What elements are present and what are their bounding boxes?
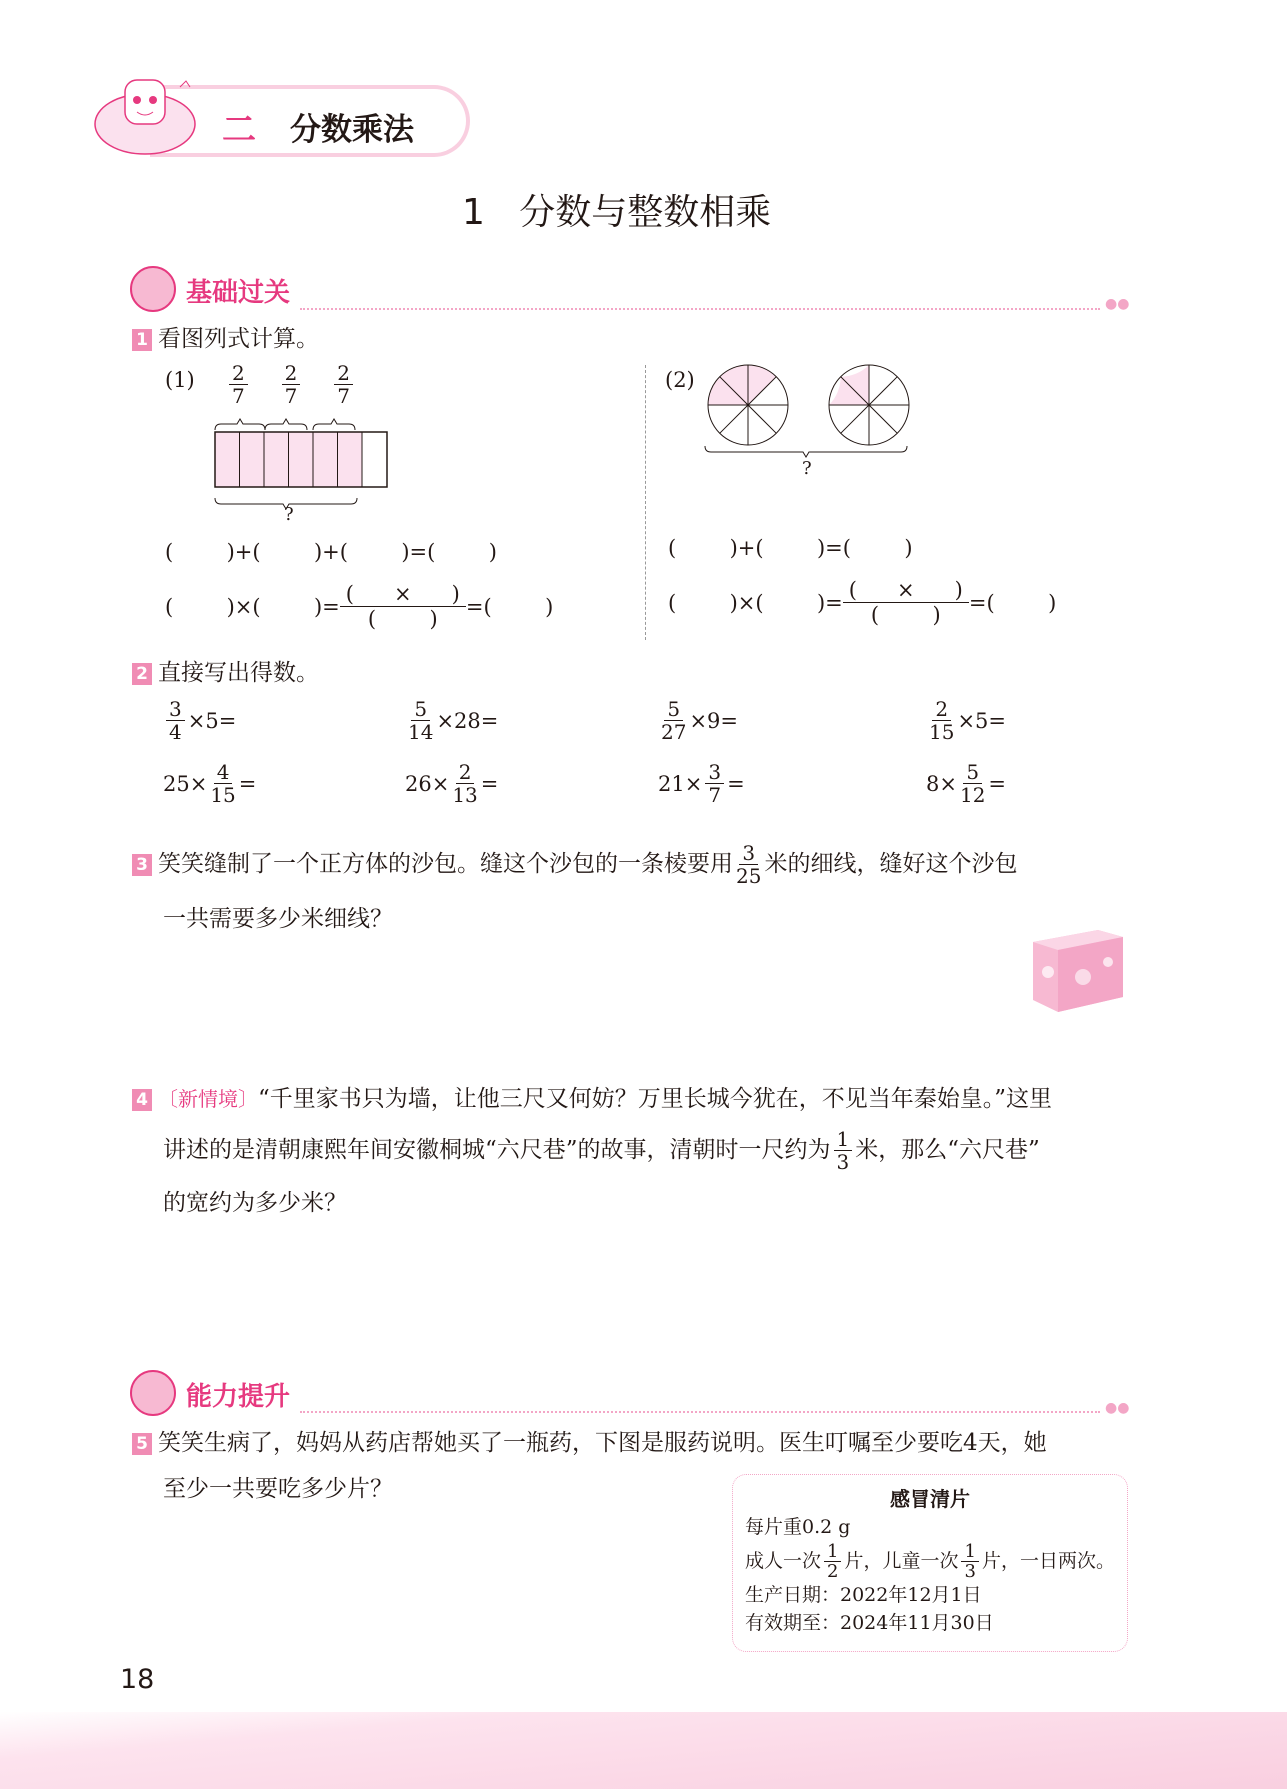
new-context-tag: 〔新情境〕: [158, 1087, 258, 1111]
bar-diagram: [210, 418, 400, 518]
fraction: $\frac{2}{7}$: [334, 362, 353, 407]
question-number: 1: [132, 329, 152, 351]
footer-band: [0, 1712, 1287, 1789]
question-2: [132, 662, 319, 685]
section-title-basic: 基础过关: [186, 278, 291, 308]
multiplication-equation-1: ( )×( )= ( × ) ( ) =( ): [165, 582, 554, 631]
oral-calc-item: 21× $\frac{3}{7}$ =: [658, 760, 745, 807]
oral-calc-item: 26× $\frac{2}{13}$ =: [405, 760, 499, 807]
question-4: 4 〔新情境〕“千里家书只为墙，让他三尺又何妨？万里长城今犹在，不见当年秦始皇。”这里: [132, 1088, 1052, 1111]
question-5-line-2: 至少一共要吃多少片？: [163, 1476, 393, 1502]
addition-equation-2: ( )+( )=( ): [668, 536, 913, 560]
section-icon: [130, 1370, 176, 1416]
dots-decoration: ●●: [1105, 1400, 1130, 1416]
chapter-number: 二: [222, 110, 256, 150]
medicine-dosage: 成人一次 $\frac{1}{2}$ 片，儿童一次 $\frac{1}{3}$ 片，一日两次。: [745, 1540, 1115, 1583]
medicine-name: 感冒清片: [890, 1487, 970, 1511]
question-text: 直接写出得数。: [158, 660, 319, 686]
oral-calc-item: 8× $\frac{5}{12}$ =: [926, 760, 1007, 807]
section-divider: [300, 1411, 1100, 1413]
section-divider: [300, 308, 1100, 310]
question-4-line-2: 讲述的是清朝康熙年间安徽桐城“六尺巷”的故事，清朝时一尺约为 $\frac{1}{3}$ 米，那么“六尺巷”: [163, 1127, 1040, 1174]
fraction: $\frac{2}{7}$: [282, 362, 301, 407]
sandbag-cube-image: [1028, 922, 1128, 1017]
medicine-label-box: [732, 1474, 1128, 1652]
oral-calc-item: $\frac{5}{27}$ ×9=: [661, 697, 739, 744]
question-3: 3 笑笑缝制了一个正方体的沙包。缝这个沙包的一条棱要用 $\frac{3}{25}$ 米的细线，缝好这个沙包: [132, 842, 1017, 887]
oral-calc-item: $\frac{5}{14}$ ×28=: [408, 697, 499, 744]
medicine-weight: 每片重0.2 g: [745, 1516, 851, 1538]
section-icon: [130, 266, 176, 312]
question-number: 2: [132, 663, 152, 685]
question-text: 看图列式计算。: [158, 326, 319, 352]
expiry-date: 有效期至：2024年11月30日: [745, 1611, 994, 1634]
question-4-line-3: 的宽约为多少米？: [163, 1190, 347, 1216]
question-mark: ?: [802, 458, 812, 479]
part-2-label: (2): [665, 368, 695, 392]
oral-calc-grid: [163, 698, 1063, 806]
part-1-label: (1): [165, 368, 195, 392]
fraction: $\frac{2}{7}$: [229, 362, 248, 407]
oral-calc-item: 25× $\frac{4}{15}$ =: [163, 760, 257, 807]
oral-calc-item: $\frac{2}{15}$ ×5=: [929, 697, 1007, 744]
question-mark: ?: [284, 504, 294, 525]
column-divider: [645, 365, 646, 640]
dots-decoration: ●●: [1105, 296, 1130, 312]
oral-calc-item: $\frac{3}{4}$ ×5=: [163, 698, 405, 743]
question-number: 4: [132, 1089, 152, 1111]
question-3-line-2: 一共需要多少米细线？: [163, 906, 393, 932]
section-title-advanced: 能力提升: [186, 1382, 291, 1412]
multiplication-equation-2: ( )×( )= ( × ) ( ) =( ): [668, 578, 1057, 627]
fraction-labels: [226, 362, 356, 407]
question-number: 5: [132, 1433, 152, 1455]
production-date: 生产日期：2022年12月1日: [745, 1584, 982, 1607]
chapter-title: 分数乘法: [290, 112, 414, 148]
question-5: 5 笑笑生病了，妈妈从药店帮她买了一瓶药，下图是服药说明。医生叮嘱至少要吃4天，她: [132, 1432, 1047, 1455]
question-1: [132, 328, 319, 351]
addition-equation-1: ( )+( )+( )=( ): [165, 540, 497, 564]
lesson-title: 1 分数与整数相乘: [462, 192, 772, 233]
mascot-illustration: [85, 62, 205, 157]
page-number: 18: [120, 1664, 155, 1695]
question-number: 3: [132, 854, 152, 876]
